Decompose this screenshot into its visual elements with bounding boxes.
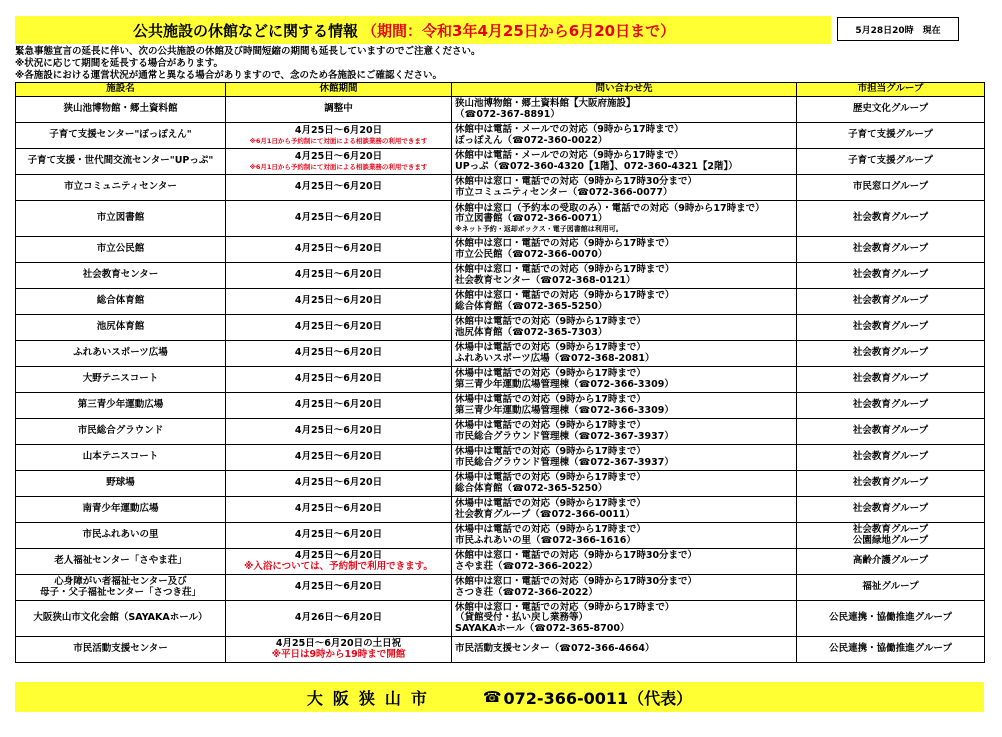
table-row (16, 123, 985, 149)
facility-name-cell (16, 263, 226, 289)
facility-name-cell (16, 237, 226, 263)
column-header-period: 休館期間 (226, 83, 452, 97)
contact-line: 池尻体育館（☎072-365-7303） (455, 326, 608, 338)
period-cell (226, 201, 452, 237)
facility-name: ふれあいスポーツ広場 (73, 347, 168, 359)
contact-cell (452, 289, 797, 315)
facility-name-cell (16, 201, 226, 237)
responsible-group: 社会教育グループ (852, 347, 929, 359)
contact-line: 第三青少年運動広場管理棟（☎072-366-3309） (455, 378, 674, 390)
contact-cell (452, 549, 797, 575)
contact-line: 休場中は電話での対応（9時から17時まで） (455, 394, 646, 405)
facility-name-cell (16, 575, 226, 601)
closure-period: 4月25日～6月20日 (294, 373, 383, 385)
period-cell (226, 419, 452, 445)
responsible-group: 社会教育グループ (852, 243, 929, 255)
note-line: ※各施設における運営状況が通常と異なる場合がありますので、念のため各施設にご確認ください。 (15, 70, 443, 81)
facility-name: 心身障がい者福祉センター及び (54, 576, 187, 587)
facility-name-cell (16, 471, 226, 497)
facility-name-cell (16, 97, 226, 123)
table-row (16, 393, 985, 419)
facility-name: 母子・父子福祉センター「さつき荘」 (39, 586, 202, 598)
contact-line: 休館中は電話での対応（9時から17時まで） (455, 316, 646, 327)
responsible-group: 子育て支援グループ (848, 129, 933, 141)
contact-line: 第三青少年運動広場管理棟（☎072-366-3309） (455, 404, 674, 416)
closure-period: 4月25日～6月20日 (294, 477, 383, 489)
closure-period: 4月25日～6月20日 (294, 151, 383, 163)
facility-name-cell (16, 419, 226, 445)
closure-period: 4月25日～6月20日 (294, 581, 383, 593)
closure-period: 4月25日～6月20日 (294, 503, 383, 515)
facility-name: 社会教育センター (82, 269, 159, 281)
facility-name: 総合体育館 (96, 295, 145, 307)
phone-icon: ☎ (482, 688, 502, 706)
group-cell (797, 97, 985, 123)
period-cell (226, 237, 452, 263)
group-cell (797, 471, 985, 497)
contact-cell (452, 471, 797, 497)
table-row (16, 201, 985, 237)
closure-period: 調整中 (324, 103, 353, 115)
contact-cell (452, 497, 797, 523)
period-cell (226, 175, 452, 201)
closure-period: 4月25日～6月20日 (294, 212, 383, 224)
period-cell (226, 341, 452, 367)
responsible-group: 歴史文化グループ (852, 103, 929, 115)
contact-line: ふれあいスポーツ広場（☎072-368-2081） (455, 352, 655, 364)
facility-name: 野球場 (106, 477, 135, 489)
footer-bar (15, 682, 984, 712)
contact-line: さつき荘（☎072-366-2022） (455, 586, 598, 598)
contact-line: 休場中は電話での対応（9時から17時まで） (455, 472, 646, 483)
contact-line: さやま荘（☎072-366-2022） (455, 560, 598, 572)
closure-period: 4月25日～6月20日 (294, 549, 383, 561)
table-row (16, 419, 985, 445)
table-row (16, 523, 985, 549)
period-cell (226, 471, 452, 497)
facility-table (15, 82, 985, 663)
closure-period: 4月25日～6月20日の土日祝 (275, 637, 402, 649)
responsible-group: 福祉グループ (862, 581, 919, 593)
facility-name: 子育て支援・世代間交流センター"UPっぷ" (27, 155, 214, 167)
contact-cell (452, 601, 797, 637)
closure-period: 4月26日～6月20日 (294, 612, 383, 624)
contact-line: 社会教育センター（☎072-368-0121） (455, 274, 636, 286)
contact-cell (452, 393, 797, 419)
facility-name-cell (16, 523, 226, 549)
group-cell (797, 149, 985, 175)
contact-cell (452, 97, 797, 123)
group-cell (797, 549, 985, 575)
title-bar (15, 16, 831, 44)
period-cell (226, 263, 452, 289)
period-cell (226, 367, 452, 393)
closure-period: 4月25日～6月20日 (294, 399, 383, 411)
facility-name: 子育て支援センター"ぽっぽえん" (49, 129, 192, 141)
facility-name-cell (16, 601, 226, 637)
table-row (16, 575, 985, 601)
responsible-group: 社会教育グループ (852, 373, 929, 385)
contact-line: 休館中は窓口・電話での対応（9時から17時まで） (455, 238, 675, 249)
facility-name-cell (16, 315, 226, 341)
facility-name: 第三青少年運動広場 (77, 399, 164, 411)
period-cell (226, 149, 452, 175)
facility-name: 市民活動支援センター (73, 643, 168, 655)
facility-name: 南青少年運動広場 (82, 503, 159, 515)
facility-name-cell (16, 393, 226, 419)
title-period: （期間：令和3年4月25日から6月20日まで） (362, 21, 676, 40)
note-line: 緊急事態宣言の延長に伴い、次の公共施設の休館及び時間短縮の期間も延長していますのでご注意ください。 (15, 46, 481, 57)
contact-line: 休場中は電話での対応（9時から17時まで） (455, 524, 646, 535)
table-row (16, 367, 985, 393)
contact-line: 休館中は電話・メールでの対応（9時から17時まで） (455, 124, 684, 135)
facility-name-cell (16, 341, 226, 367)
closure-period: 4月25日～6月20日 (294, 347, 383, 359)
period-cell (226, 549, 452, 575)
contact-line: 休場中は電話での対応（9時から17時まで） (455, 498, 646, 509)
period-cell (226, 637, 452, 663)
facility-name-cell (16, 549, 226, 575)
contact-line: （貸館受付・払い戻し業務等） (455, 612, 589, 624)
facility-name: 市立図書館 (96, 212, 145, 224)
responsible-group: 市民窓口グループ (852, 181, 929, 193)
contact-line: 市立コミュニティセンター（☎072-366-0077） (455, 186, 673, 198)
table-row (16, 237, 985, 263)
closure-period: 4月25日～6月20日 (294, 125, 383, 137)
contact-line: 休館中は窓口・電話での対応（9時から17時30分まで） (455, 550, 698, 561)
group-cell (797, 637, 985, 663)
facility-name-cell (16, 123, 226, 149)
contact-line: ぽっぽえん（☎072-360-0022） (455, 134, 608, 146)
contact-cell (452, 201, 797, 237)
responsible-group: 社会教育グループ (852, 321, 929, 333)
facility-name: 狭山池博物館・郷土資料館 (63, 103, 178, 115)
contact-cell (452, 419, 797, 445)
group-cell (797, 393, 985, 419)
contact-cell (452, 175, 797, 201)
responsible-group: 社会教育グループ (852, 477, 929, 489)
closure-period: 4月25日～6月20日 (294, 295, 383, 307)
group-cell (797, 237, 985, 263)
period-cell (226, 601, 452, 637)
table-row (16, 263, 985, 289)
facility-name-cell (16, 497, 226, 523)
period-cell (226, 123, 452, 149)
contact-line: UPっぷ（☎072-360-4320【1階】、072-360-4321【2階】） (455, 160, 738, 172)
column-header-group: 市担当グループ (797, 83, 985, 97)
page-title: 公共施設の休館などに関する情報 (133, 21, 359, 40)
responsible-group: 公民連携・協働推進グループ (829, 612, 952, 624)
closure-period: 4月25日～6月20日 (294, 269, 383, 281)
contact-line: 市民総合グラウンド管理棟（☎072-367-3937） (455, 430, 674, 442)
contact-cell (452, 341, 797, 367)
period-cell (226, 445, 452, 471)
table-row (16, 497, 985, 523)
period-cell (226, 289, 452, 315)
contact-line: 休館中は窓口・電話での対応（9時から17時30分まで） (455, 176, 698, 187)
responsible-group: 子育て支援グループ (848, 155, 933, 167)
facility-name: 市立公民館 (96, 243, 145, 255)
contact-line: 狭山池博物館・郷土資料館【大阪府施設】 (455, 98, 636, 109)
facility-name-cell (16, 149, 226, 175)
period-cell (226, 497, 452, 523)
contact-line: 市民活動支援センター（☎072-366-4664） (455, 643, 655, 655)
responsible-group: 社会教育グループ (852, 524, 929, 535)
table-row (16, 341, 985, 367)
responsible-group: 社会教育グループ (852, 425, 929, 437)
group-cell (797, 341, 985, 367)
contact-cell (452, 315, 797, 341)
contact-cell (452, 575, 797, 601)
contact-line: （☎072-367-8891） (455, 108, 560, 120)
table-row (16, 289, 985, 315)
contact-cell (452, 445, 797, 471)
column-header-contact: 問い合わせ先 (452, 83, 797, 97)
contact-line: 市民総合グラウンド管理棟（☎072-367-3937） (455, 456, 674, 468)
contact-line: 休場中は電話での対応（9時から17時まで） (455, 420, 646, 431)
period-note: ※6月1日から予約制にて対面による相談業務の利用できます (249, 136, 428, 145)
closure-period: 4月25日～6月20日 (294, 243, 383, 255)
contact-cell (452, 637, 797, 663)
closure-period: 4月25日～6月20日 (294, 529, 383, 541)
contact-cell (452, 123, 797, 149)
group-cell (797, 175, 985, 201)
responsible-group: 公民連携・協働推進グループ (829, 643, 952, 655)
period-note: ※平日は9時から19時まで開館 (271, 649, 406, 661)
table-row (16, 315, 985, 341)
contact-line: 休場中は電話での対応（9時から17時まで） (455, 446, 646, 457)
contact-line: 休場中は電話での対応（9時から17時まで） (455, 368, 646, 379)
group-cell (797, 201, 985, 237)
facility-name: 池尻体育館 (96, 321, 145, 333)
group-cell (797, 289, 985, 315)
contact-line: 総合体育館（☎072-365-5250） (455, 300, 608, 312)
contact-line: 休館中は窓口・電話での対応（9時から17時30分まで） (455, 576, 698, 587)
facility-name: 大野テニスコート (82, 373, 159, 385)
responsible-group: 社会教育グループ (852, 451, 929, 463)
group-cell (797, 497, 985, 523)
group-cell (797, 263, 985, 289)
responsible-group: 公園緑地グループ (852, 534, 929, 546)
facility-name: 市立コミュニティセンター (64, 181, 177, 193)
timestamp-box: 5月28日20時 現在 (837, 17, 959, 41)
contact-cell (452, 263, 797, 289)
group-cell (797, 367, 985, 393)
period-cell (226, 393, 452, 419)
table-row (16, 471, 985, 497)
closure-period: 4月25日～6月20日 (294, 425, 383, 437)
group-cell (797, 523, 985, 549)
contact-cell (452, 237, 797, 263)
facility-name: 市民総合グラウンド (77, 425, 164, 437)
table-row (16, 637, 985, 663)
closure-period: 4月25日～6月20日 (294, 181, 383, 193)
responsible-group: 社会教育グループ (852, 269, 929, 281)
facility-name-cell (16, 289, 226, 315)
facility-name-cell (16, 175, 226, 201)
table-row (16, 601, 985, 637)
group-cell (797, 419, 985, 445)
contact-line: 総合体育館（☎072-365-5250） (455, 482, 608, 494)
period-note: ※入浴については、予約制で利用できます。 (244, 561, 433, 573)
responsible-group: 社会教育グループ (852, 399, 929, 411)
period-cell (226, 315, 452, 341)
facility-name: 大阪狭山市文化会館（SAYAKAホール） (33, 612, 208, 624)
group-cell (797, 123, 985, 149)
facility-name-cell (16, 637, 226, 663)
contact-cell (452, 367, 797, 393)
contact-line: 休場中は電話での対応（9時から17時まで） (455, 342, 646, 353)
facility-name-cell (16, 367, 226, 393)
responsible-group: 社会教育グループ (852, 295, 929, 307)
group-cell (797, 601, 985, 637)
footer-phone: 072-366-0011（代表） (503, 688, 693, 708)
responsible-group: 社会教育グループ (852, 503, 929, 515)
note-line: ※状況に応じて期間を延長する場合があります。 (15, 58, 223, 69)
period-cell (226, 575, 452, 601)
group-cell (797, 445, 985, 471)
contact-cell (452, 149, 797, 175)
responsible-group: 高齢介護グループ (852, 555, 929, 567)
table-row (16, 549, 985, 575)
contact-line: 休館中は窓口・電話での対応（9時から17時まで） (455, 290, 675, 301)
facility-name: 市民ふれあいの里 (82, 529, 159, 541)
table-row (16, 97, 985, 123)
contact-cell (452, 523, 797, 549)
table-row (16, 445, 985, 471)
contact-line: 休館中は窓口・電話での対応（9時から17時まで） (455, 601, 675, 613)
responsible-group: 社会教育グループ (852, 212, 929, 224)
group-cell (797, 575, 985, 601)
group-cell (797, 315, 985, 341)
contact-line: 休館中は窓口（予約本の受取のみ）・電話での対応（9時から17時まで） (455, 202, 765, 214)
contact-line: SAYAKAホール（☎072-365-8700） (455, 622, 630, 634)
facility-name: 老人福祉センター「さやま荘」 (54, 555, 187, 567)
contact-line: 市立公民館（☎072-366-0070） (455, 248, 608, 260)
facility-name: 山本テニスコート (82, 451, 159, 463)
footer-city: 大阪狭山市 (306, 688, 437, 708)
contact-note: ※ネット予約・返却ボックス・電子図書館は利用可。 (455, 224, 623, 233)
notes (15, 46, 481, 82)
closure-period: 4月25日～6月20日 (294, 321, 383, 333)
contact-line: 社会教育グループ（☎072-366-0011） (455, 508, 636, 520)
period-note: ※6月1日から予約制にて対面による相談業務の利用できます (249, 162, 428, 171)
table-body (16, 97, 985, 663)
column-header-name: 施設名 (16, 83, 226, 97)
contact-line: 休館中は窓口・電話での対応（9時から17時まで） (455, 264, 675, 275)
contact-line: 市民ふれあいの里（☎072-366-1616） (455, 534, 636, 546)
table-row (16, 175, 985, 201)
contact-line: 休館中は電話・メールでの対応（9時から17時まで） (455, 150, 684, 161)
period-cell (226, 523, 452, 549)
contact-line: 市立図書館（☎072-366-0071） (455, 213, 608, 224)
table-header-row (16, 83, 985, 97)
closure-period: 4月25日～6月20日 (294, 451, 383, 463)
table-row (16, 149, 985, 175)
period-cell (226, 97, 452, 123)
facility-name-cell (16, 445, 226, 471)
